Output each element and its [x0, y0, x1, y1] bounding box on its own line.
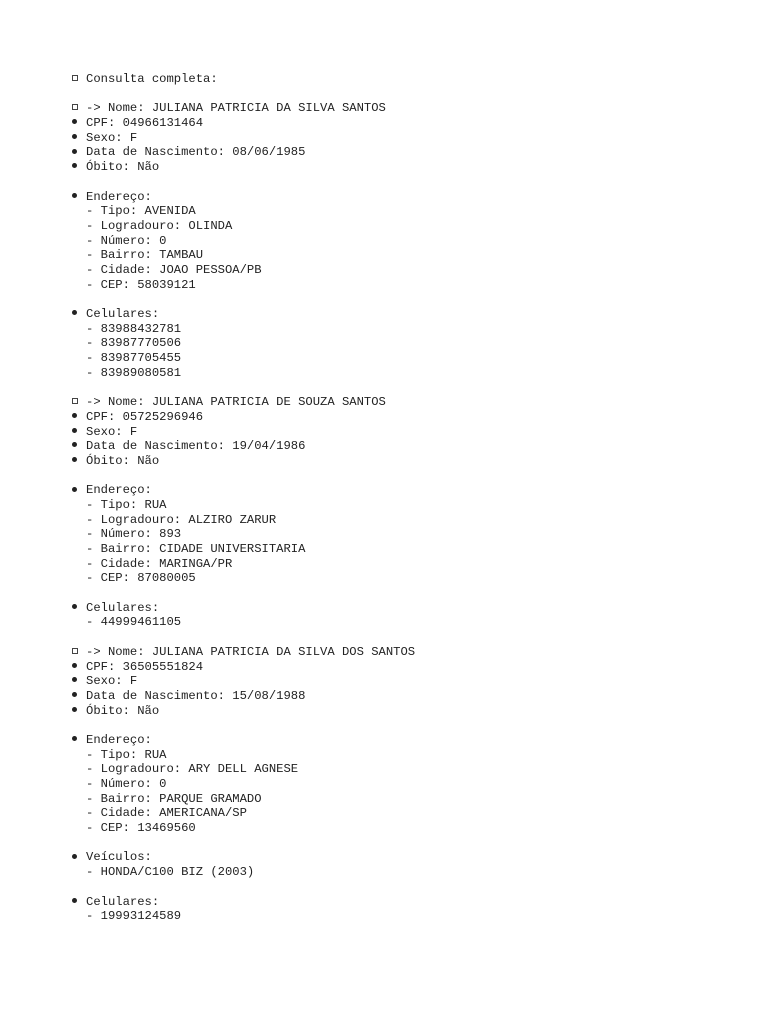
- record-sexo-line: [72, 425, 752, 440]
- record-obito-line: [72, 704, 752, 719]
- record-celulares-label-line: [72, 601, 752, 616]
- celular-item: [72, 351, 752, 366]
- square-bullet-icon: [72, 104, 78, 110]
- record-cpf-line: [72, 410, 752, 425]
- bullet-icon: [72, 442, 77, 447]
- record-sexo: Sexo: F: [86, 424, 138, 439]
- endereco-item: [72, 806, 752, 821]
- document-body: [72, 72, 752, 924]
- endereco-item: [72, 777, 752, 792]
- celular-item: [72, 615, 752, 630]
- endereco-item: [72, 498, 752, 513]
- celular-item: [72, 336, 752, 351]
- record-name-line: [72, 395, 752, 410]
- endereco-item: [72, 748, 752, 763]
- record-endereco-label-line: [72, 190, 752, 205]
- record-cpf-line: [72, 660, 752, 675]
- endereco-logradouro: - Logradouro: ARY DELL AGNESE: [86, 762, 299, 777]
- record-nascimento-line: [72, 145, 752, 160]
- endereco-bairro: - Bairro: TAMBAU: [86, 248, 204, 263]
- endereco-item: [72, 557, 752, 572]
- square-bullet-icon: [72, 75, 78, 81]
- record-obito: Óbito: Não: [86, 453, 160, 468]
- endereco-cidade: - Cidade: MARINGA/PR: [86, 556, 233, 571]
- record-celulares-label-line: [72, 895, 752, 910]
- bullet-icon: [72, 134, 77, 139]
- header-text: Consulta completa:: [86, 72, 218, 86]
- bullet-icon: [72, 310, 77, 315]
- bullet-icon: [72, 736, 77, 741]
- record-name: -> Nome: JULIANA PATRICIA DE SOUZA SANTOS: [86, 395, 386, 410]
- record-nascimento: Data de Nascimento: 15/08/1988: [86, 688, 306, 703]
- record-endereco-label: Endereço:: [86, 483, 152, 498]
- endereco-item: [72, 821, 752, 836]
- bullet-icon: [72, 193, 77, 198]
- record-celulares-label-line: [72, 307, 752, 322]
- record-sexo: Sexo: F: [86, 674, 138, 689]
- record-obito-line: [72, 160, 752, 175]
- header-line: [72, 72, 752, 87]
- endereco-item: [72, 248, 752, 263]
- endereco-numero: - Número: 0: [86, 777, 167, 791]
- veiculo-description: - HONDA/C100 BIZ (2003): [86, 865, 255, 880]
- record-cpf-line: [72, 116, 752, 131]
- square-bullet-icon: [72, 398, 78, 404]
- endereco-item: [72, 219, 752, 234]
- endereco-bairro: - Bairro: CIDADE UNIVERSITARIA: [86, 542, 306, 556]
- bullet-icon: [72, 707, 77, 712]
- bullet-icon: [72, 692, 77, 697]
- celular-item: [72, 366, 752, 381]
- record-nascimento: Data de Nascimento: 08/06/1985: [86, 145, 306, 160]
- record: [72, 395, 752, 645]
- bullet-icon: [72, 854, 77, 859]
- endereco-item: [72, 792, 752, 807]
- celular-item: [72, 909, 752, 924]
- endereco-item: [72, 513, 752, 528]
- endereco-numero: - Número: 893: [86, 527, 182, 542]
- record-obito-line: [72, 454, 752, 469]
- bullet-icon: [72, 119, 77, 124]
- record-sexo: Sexo: F: [86, 130, 138, 145]
- record-veiculos-label-line: [72, 850, 752, 865]
- record-endereco-label-line: [72, 733, 752, 748]
- endereco-item: [72, 762, 752, 777]
- endereco-item: [72, 571, 752, 586]
- bullet-icon: [72, 677, 77, 682]
- bullet-icon: [72, 604, 77, 609]
- bullet-icon: [72, 428, 77, 433]
- endereco-item: [72, 542, 752, 557]
- record-celulares-label: Celulares:: [86, 307, 160, 321]
- square-bullet-icon: [72, 648, 78, 654]
- endereco-item: [72, 234, 752, 249]
- endereco-numero: - Número: 0: [86, 233, 167, 248]
- record-celulares-label: Celulares:: [86, 894, 160, 909]
- celular-number: - 83989080581: [86, 365, 182, 380]
- endereco-cep: - CEP: 58039121: [86, 277, 196, 292]
- record: [72, 101, 752, 395]
- record-endereco-label-line: [72, 483, 752, 498]
- record-cpf: CPF: 05725296946: [86, 409, 204, 424]
- bullet-icon: [72, 487, 77, 492]
- endereco-logradouro: - Logradouro: ALZIRO ZARUR: [86, 512, 277, 527]
- endereco-item: [72, 527, 752, 542]
- record-nascimento-line: [72, 439, 752, 454]
- bullet-icon: [72, 663, 77, 668]
- record-name: -> Nome: JULIANA PATRICIA DA SILVA DOS SANTOS: [86, 644, 416, 659]
- record: [72, 645, 752, 924]
- celular-number: - 83988432781: [86, 321, 182, 336]
- record-obito: Óbito: Não: [86, 703, 160, 718]
- veiculo-item: [72, 865, 752, 880]
- record-endereco-label: Endereço:: [86, 732, 152, 747]
- bullet-icon: [72, 898, 77, 903]
- bullet-icon: [72, 149, 77, 154]
- record-cpf: CPF: 04966131464: [86, 116, 204, 131]
- endereco-tipo: - Tipo: RUA: [86, 497, 167, 512]
- celular-number: - 83987770506: [86, 336, 182, 351]
- record-nascimento-line: [72, 689, 752, 704]
- celular-number: - 83987705455: [86, 351, 182, 366]
- record-sexo-line: [72, 674, 752, 689]
- bullet-icon: [72, 163, 77, 168]
- celular-number: - 19993124589: [86, 909, 182, 924]
- record-name-line: [72, 101, 752, 116]
- endereco-cidade: - Cidade: AMERICANA/SP: [86, 806, 247, 821]
- record-endereco-label: Endereço:: [86, 189, 152, 204]
- endereco-item: [72, 204, 752, 219]
- record-obito: Óbito: Não: [86, 160, 160, 175]
- record-name-line: [72, 645, 752, 660]
- endereco-tipo: - Tipo: AVENIDA: [86, 204, 196, 219]
- celular-item: [72, 322, 752, 337]
- endereco-cep: - CEP: 13469560: [86, 821, 196, 836]
- endereco-cep: - CEP: 87080005: [86, 571, 196, 586]
- record-name: -> Nome: JULIANA PATRICIA DA SILVA SANTOS: [86, 101, 386, 116]
- endereco-item: [72, 263, 752, 278]
- record-celulares-label: Celulares:: [86, 600, 160, 615]
- bullet-icon: [72, 457, 77, 462]
- record-sexo-line: [72, 131, 752, 146]
- endereco-bairro: - Bairro: PARQUE GRAMADO: [86, 791, 262, 806]
- record-veiculos-label: Veículos:: [86, 850, 152, 865]
- bullet-icon: [72, 413, 77, 418]
- endereco-logradouro: - Logradouro: OLINDA: [86, 218, 233, 233]
- endereco-tipo: - Tipo: RUA: [86, 747, 167, 762]
- endereco-cidade: - Cidade: JOAO PESSOA/PB: [86, 262, 262, 277]
- celular-number: - 44999461105: [86, 615, 182, 630]
- record-cpf: CPF: 36505551824: [86, 659, 204, 674]
- record-nascimento: Data de Nascimento: 19/04/1986: [86, 439, 306, 454]
- endereco-item: [72, 278, 752, 293]
